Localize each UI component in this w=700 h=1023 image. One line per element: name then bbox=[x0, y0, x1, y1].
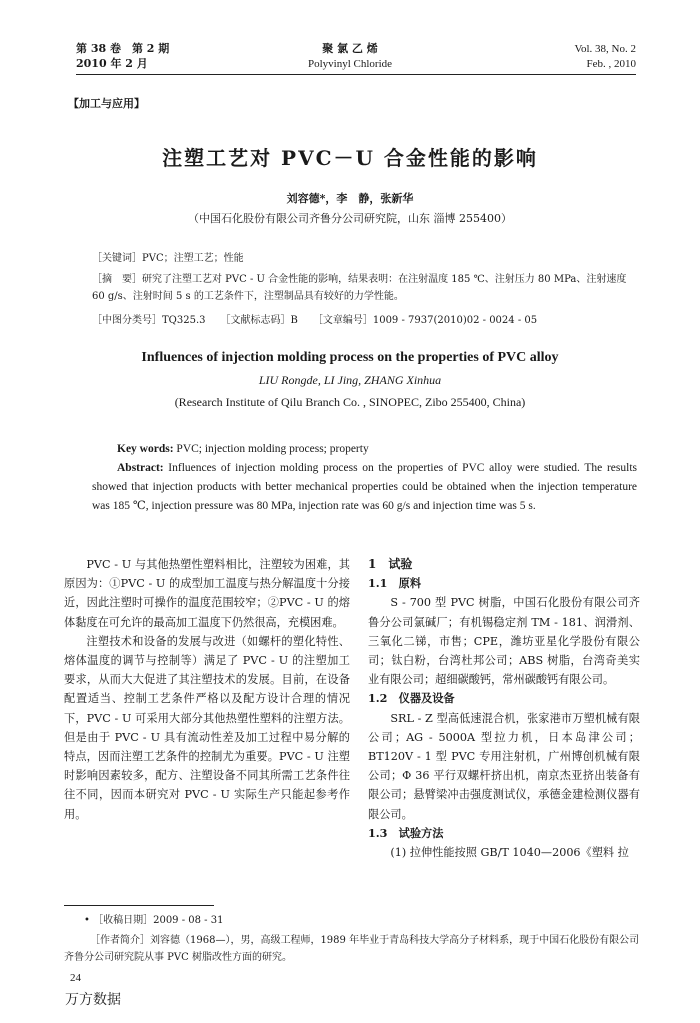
page-number: 24 bbox=[70, 972, 81, 984]
left-column bbox=[64, 555, 350, 824]
keywords-en-text: PVC; injection molding process; property bbox=[173, 443, 369, 455]
classification-cn: ［中图分类号］TQ325.3 ［文献标志码］B ［文章编号］1009 - 7937(2010)02 - 0024 - 05 bbox=[92, 315, 538, 326]
received-date: ［收稿日期］2009 - 08 - 31 bbox=[93, 915, 224, 926]
header-volume-en: Vol. 38, No. 2 bbox=[574, 43, 636, 55]
affiliation-cn: （中国石化股份有限公司齐鲁分公司研究院，山东 淄博 255400） bbox=[188, 212, 512, 225]
abstract-en-text: Influences of injection molding process on the properties of PVC alloy were studied. The results showed that injection products with better mechanical properties could be obtained when the injection temperature was 185 ℃, injection pressure was 80 MPa, injection rate was 60 g/s and injection time was 5 s. bbox=[92, 462, 637, 512]
footnote-rule bbox=[64, 905, 214, 906]
abstract-en bbox=[92, 459, 637, 516]
header-volume-cn: 第 38 卷 第 2 期 bbox=[76, 42, 170, 55]
header-journal-cn: 聚 氯 乙 烯 bbox=[322, 42, 378, 55]
header-date-cn: 2010 年 2 月 bbox=[76, 57, 148, 70]
page-title: 注塑工艺对 PVC－U 合金性能的影响 bbox=[162, 146, 538, 170]
section-tag: 【加工与应用】 bbox=[68, 97, 145, 110]
watermark: 万方数据 bbox=[65, 992, 121, 1008]
abstract-en-label: Abstract: bbox=[117, 462, 164, 474]
heading-method: 1.3 试验方法 bbox=[368, 825, 444, 840]
keywords-cn: ［关键词］PVC；注塑工艺；性能 bbox=[92, 253, 244, 264]
affiliation-en: (Research Institute of Qilu Branch Co. , SINOPEC, Zibo 255400, China) bbox=[174, 395, 526, 409]
method-paragraph: (1) 拉伸性能按照 GB/T 1040—2006《塑料 拉 bbox=[390, 846, 629, 860]
heading-equipment: 1.2 仪器及设备 bbox=[368, 691, 455, 706]
authors-en: LIU Rongde, LI Jing, ZHANG Xinhua bbox=[258, 373, 442, 387]
right-column bbox=[368, 555, 640, 862]
header-date-en: Feb. , 2010 bbox=[586, 58, 636, 70]
header-rule bbox=[76, 74, 636, 75]
footnote-author: ［作者简介］刘容德（1968—），男，高级工程师，1989 年毕业于青岛科技大学高分子材料系，现于中国石化股份有限公司齐鲁分公司研究院从事 PVC 树脂改性方面的研究。 bbox=[64, 935, 640, 963]
keywords-en-label: Key words: bbox=[117, 443, 174, 455]
keywords-en bbox=[117, 440, 637, 459]
heading-experiment: 1 试验 bbox=[368, 557, 413, 571]
title-en: Influences of injection molding process on the properties of PVC alloy bbox=[141, 350, 559, 365]
authors-cn: 刘容德*，李 静，张新华 bbox=[286, 192, 414, 205]
bullet-icon: • bbox=[84, 915, 90, 926]
equipment-paragraph: SRL - Z 型高低速混合机，张家港市万塑机械有限公司；AG - 5000A 型拉力机，日本岛津公司；BT120V - 1 型 PVC 专用注射机，广州博创机械有限公司；Φ 36 平行双螺杆挤出机，南京杰亚挤出装备有限公司；悬臂梁冲击强度测试仪，承德金建检测仪器有限公司。 bbox=[368, 711, 640, 821]
abstract-cn: ［摘 要］研究了注塑工艺对 PVC - U 合金性能的影响，结果表明：在注射温度 185 ℃、注射压力 80 MPa、注射速度 60 g/s、注射时间 5 s 的工艺条件下，注塑制品具有较好的力学性能。 bbox=[92, 274, 627, 302]
header-journal-en: Polyvinyl Chloride bbox=[307, 58, 393, 70]
intro-paragraph-2: 注塑技术和设备的发展与改进（如螺杆的塑化特性、熔体温度的调节与控制等）满足了 PVC - U 的注塑加工要求，从而大大促进了其注塑技术的发展。目前，在设备配置适当、控制工艺条件严格以及配方设计合理的情况下，PVC - U 可采用大部分其他热塑性塑料的注塑方法。但是由于 PVC - U 具有流动性差及加工过程中易分解的特点，因而注塑工艺条件的控制尤为重要。PVC - U 注塑时影响因素较多，配方、注塑设备不同其所需工艺条件往往不同，因而本研究对 PVC - U 实际生产只能起参考作用。 bbox=[64, 634, 350, 821]
heading-materials: 1.1 原料 bbox=[368, 576, 422, 591]
footnote-received bbox=[84, 912, 624, 929]
materials-paragraph: S - 700 型 PVC 树脂，中国石化股份有限公司齐鲁分公司氯碱厂；有机锡稳定剂 TM - 181、润滑剂、三氧化二锑，市售；CPE，潍坊亚星化学股份有限公司；钛白粉，台湾杜邦公司；ABS 树脂，台湾奇美实业有限公司；超细碳酸钙，常州碳酸钙有限公司。 bbox=[368, 596, 640, 687]
intro-paragraph-1: PVC - U 与其他热塑性塑料相比，注塑较为困难，其原因为：①PVC - U 的成型加工温度与热分解温度十分接近，因此注塑时可操作的温度范围较窄；②PVC - U 的熔体黏度在可允许的最高加工温度下仍然很高，充模困难。 bbox=[64, 558, 350, 629]
